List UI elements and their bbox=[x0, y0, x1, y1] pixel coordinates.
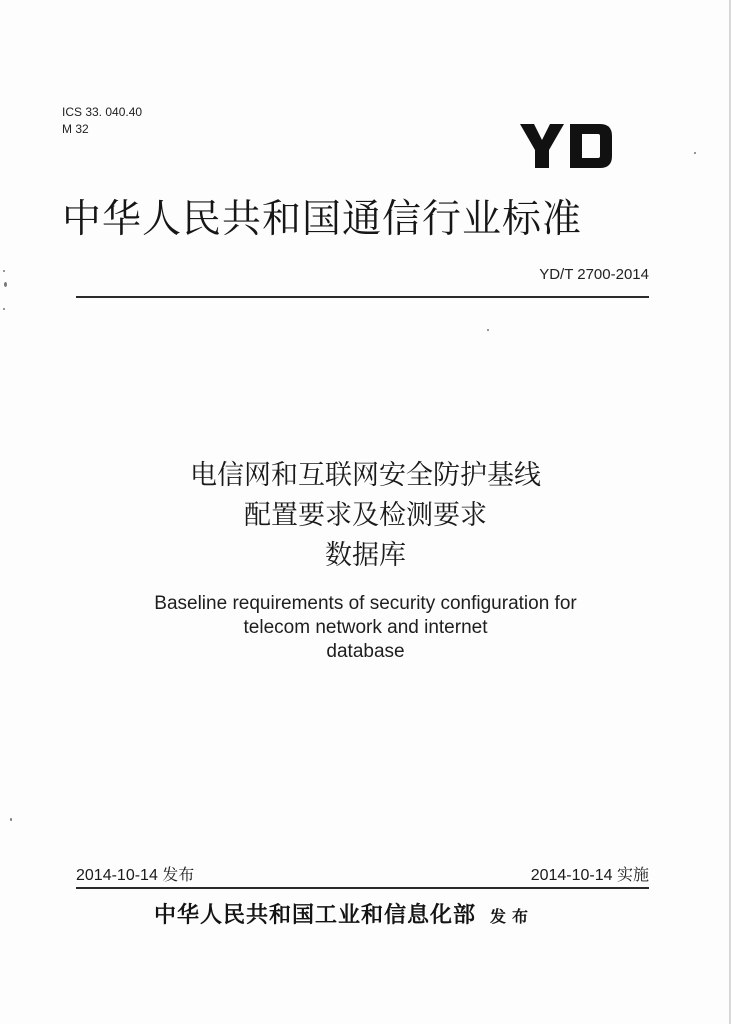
scan-speck bbox=[3, 308, 5, 310]
chinese-title-line-3: 数据库 bbox=[325, 540, 406, 571]
scan-speck bbox=[4, 282, 7, 287]
implement-date: 2014-10-14 实施 bbox=[530, 867, 649, 884]
english-title-line-2: telecom network and internet bbox=[243, 617, 488, 638]
english-title-line-3: database bbox=[326, 641, 405, 662]
chinese-title-line-2: 配置要求及检测要求 bbox=[244, 500, 487, 531]
chinese-title-line-1: 电信网和互联网安全防护基线 bbox=[190, 460, 541, 491]
publish-label: 发布 bbox=[490, 907, 535, 926]
main-title: 中华人民共和国通信行业标准 bbox=[62, 197, 583, 242]
english-title-line-1: Baseline requirements of security configuration for bbox=[154, 593, 577, 614]
scan-speck bbox=[10, 818, 12, 821]
footer-rule bbox=[76, 887, 649, 889]
ics-code: ICS 33. 040.40 bbox=[62, 105, 143, 119]
issue-date: 2014-10-14 发布 bbox=[76, 867, 195, 884]
standard-number: YD/T 2700-2014 bbox=[539, 266, 649, 283]
scan-speck bbox=[487, 329, 489, 331]
classification-codes bbox=[62, 104, 142, 138]
header-rule bbox=[76, 296, 649, 298]
issuer-name: 中华人民共和国工业和信息化部 bbox=[154, 902, 477, 928]
english-title bbox=[0, 592, 731, 664]
scan-speck bbox=[3, 270, 5, 272]
chinese-title bbox=[0, 456, 731, 576]
yd-logo bbox=[520, 122, 616, 170]
issuing-authority bbox=[154, 898, 534, 929]
ccs-code: M 32 bbox=[62, 122, 89, 136]
scan-speck bbox=[694, 152, 696, 154]
